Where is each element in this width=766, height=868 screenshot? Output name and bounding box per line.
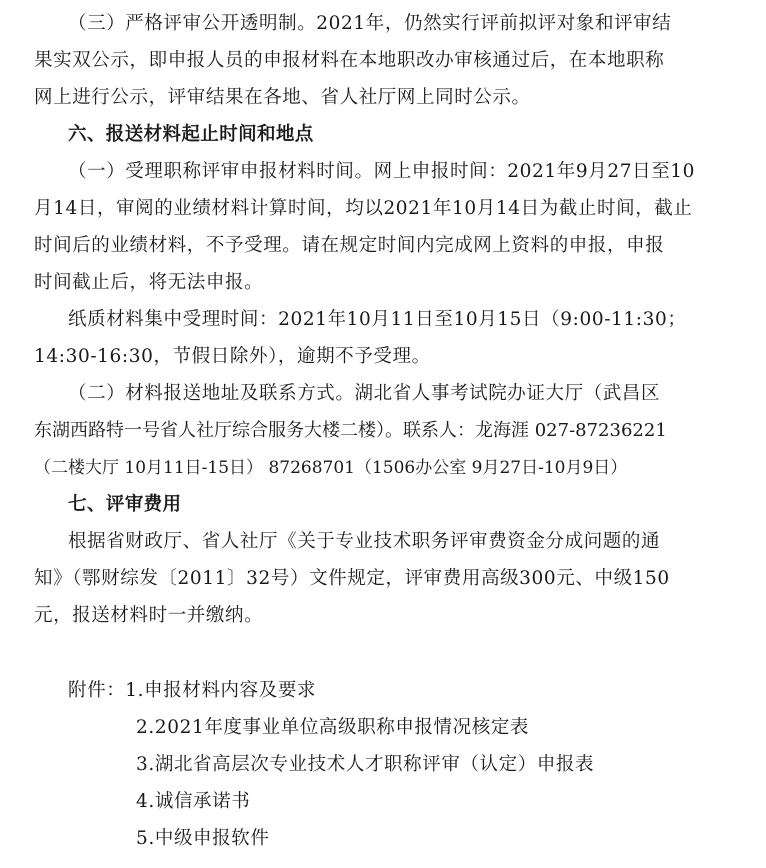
attachment-item-3: 3.湖北省高层次专业技术人才职称评审（认定）申报表 bbox=[136, 754, 595, 775]
paragraph-online-time-line-4: 时间截止后，将无法申报。 bbox=[34, 272, 264, 293]
attachment-item-4: 4.诚信承诺书 bbox=[136, 791, 251, 812]
paragraph-review-transparency-line-3: 网上进行公示，评审结果在各地、省人社厅网上同时公示。 bbox=[34, 87, 531, 108]
paragraph-fees-line-2: 知》（鄂财综发〔2011〕32号）文件规定，评审费用高级300元、中级150 bbox=[34, 568, 670, 589]
paragraph-address-contact-line-3: （二楼大厅 10月11日-15日） 87268701（1506办公室 9月27日-10月9日） bbox=[34, 458, 628, 478]
paragraph-paper-time-line-2: 14:30-16:30，节假日除外），逾期不予受理。 bbox=[34, 346, 431, 367]
paragraph-online-time-line-3: 时间后的业绩材料，不予受理。请在规定时间内完成网上资料的申报，申报 bbox=[34, 235, 665, 256]
section-heading-review-fees: 七、评审费用 bbox=[68, 494, 182, 515]
paragraph-review-transparency-line-2: 果实双公示，即申报人员的申报材料在本地职改办审核通过后，在本地职称 bbox=[34, 50, 665, 71]
paragraph-address-contact-line-1: （二）材料报送地址及联系方式。湖北省人事考试院办证大厅（武昌区 bbox=[68, 383, 661, 404]
attachment-item-1: 附件：1.申报材料内容及要求 bbox=[68, 680, 317, 701]
attachment-item-2: 2.2021年度事业单位高级职称申报情况核定表 bbox=[136, 717, 530, 738]
paragraph-review-transparency-line-1: （三）严格评审公开透明制。2021年，仍然实行评前拟评对象和评审结 bbox=[68, 13, 672, 34]
section-heading-submission-time-location: 六、报送材料起止时间和地点 bbox=[68, 124, 314, 145]
paragraph-fees-line-1: 根据省财政厅、省人社厅《关于专业技术职务评审费资金分成问题的通 bbox=[68, 531, 661, 552]
paragraph-fees-line-3: 元，报送材料时一并缴纳。 bbox=[34, 605, 264, 626]
paragraph-paper-time-line-1: 纸质材料集中受理时间：2021年10月11日至10月15日（9:00-11:30； bbox=[68, 309, 687, 330]
paragraph-online-time-line-1: （一）受理职称评审申报材料时间。网上申报时间：2021年9月27日至10 bbox=[68, 161, 696, 182]
paragraph-online-time-line-2: 月14日，审阅的业绩材料计算时间，均以2021年10月14日为截止时间，截止 bbox=[34, 198, 693, 219]
attachment-item-5: 5.中级申报软件 bbox=[136, 828, 270, 849]
paragraph-address-contact-line-2: 东湖西路特一号省人社厅综合服务大楼二楼）。联系人：龙海涯 027-87236221 bbox=[34, 420, 667, 441]
